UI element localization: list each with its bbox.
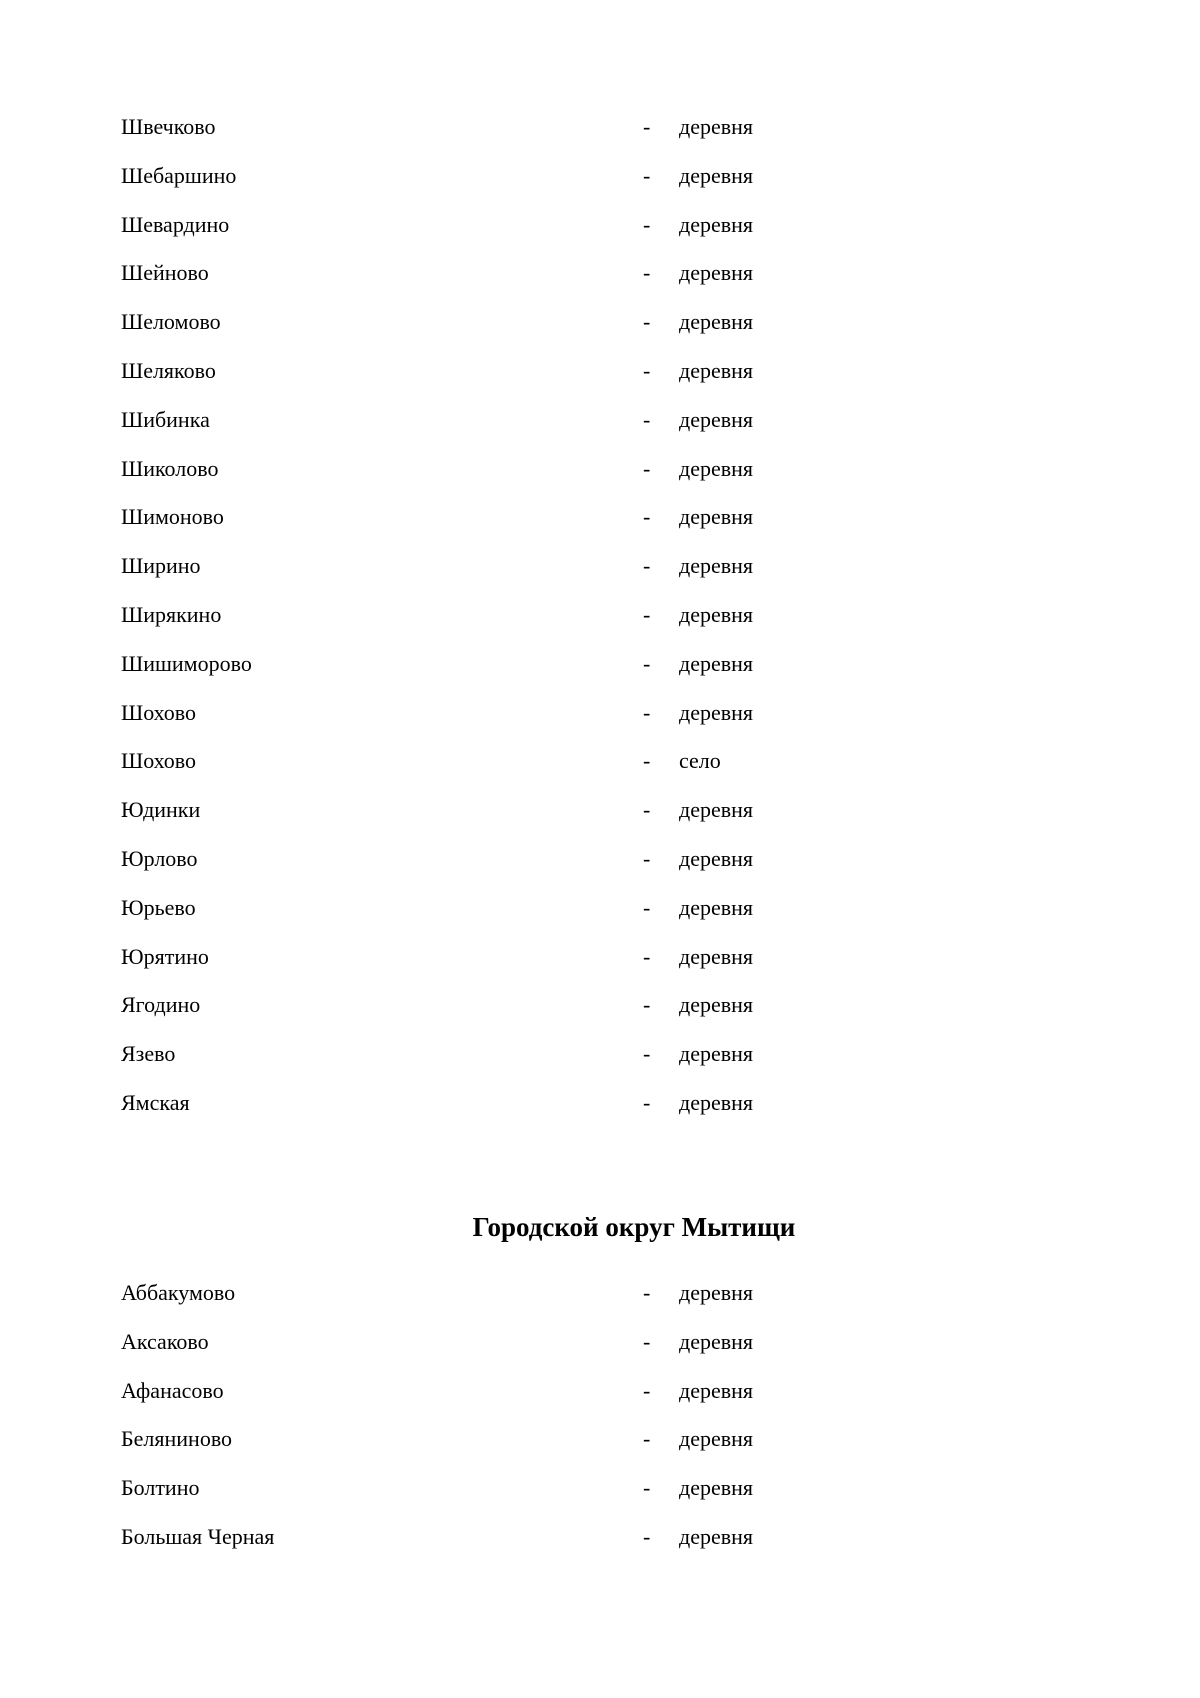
list-item (121, 1034, 1081, 1083)
list-item (121, 1273, 1081, 1322)
separator-dash: - (643, 797, 651, 823)
settlement-name: Шохово (121, 699, 197, 725)
settlement-type: деревня (679, 894, 754, 920)
list-item (121, 1371, 1081, 1420)
settlement-name: Шимоново (121, 504, 224, 530)
separator-dash: - (643, 1377, 651, 1403)
list-item (121, 1468, 1081, 1517)
list-item (121, 107, 1081, 156)
separator-dash: - (643, 1089, 651, 1115)
settlement-name: Шибинка (121, 406, 210, 432)
settlement-type: деревня (679, 455, 754, 481)
list-item (121, 351, 1081, 400)
settlement-type: деревня (679, 260, 754, 286)
settlement-type: деревня (679, 1280, 754, 1305)
settlement-type: деревня (679, 1041, 754, 1067)
list-item (121, 156, 1081, 205)
settlement-name: Шейново (121, 260, 209, 286)
list-item (121, 497, 1081, 546)
settlement-type: деревня (679, 1328, 754, 1354)
separator-dash: - (643, 309, 651, 335)
settlement-type: деревня (679, 1475, 754, 1501)
settlement-name: Ширино (121, 553, 201, 579)
settlement-type: деревня (679, 1523, 754, 1549)
separator-dash: - (643, 504, 651, 530)
settlement-type: село (679, 748, 721, 774)
separator-dash: - (643, 357, 651, 383)
settlement-name: Шеломово (121, 309, 221, 335)
separator-dash: - (643, 650, 651, 676)
settlement-name: Шишиморово (121, 650, 252, 676)
separator-dash: - (643, 601, 651, 627)
settlement-type: деревня (679, 992, 754, 1018)
settlement-type: деревня (679, 162, 754, 188)
separator-dash: - (643, 1280, 651, 1305)
settlement-name: Шиколово (121, 455, 219, 481)
settlement-name: Юрятино (121, 943, 209, 969)
settlement-name: Ягодино (121, 992, 201, 1018)
settlement-type: деревня (679, 309, 754, 335)
settlement-name: Большая Черная (121, 1523, 275, 1549)
settlement-type: деревня (679, 943, 754, 969)
separator-dash: - (643, 1426, 651, 1452)
settlement-name: Аббакумово (121, 1280, 236, 1305)
settlement-name: Афанасово (121, 1377, 224, 1403)
list-item (121, 985, 1081, 1034)
settlement-list-top (121, 107, 1081, 1132)
list-item (121, 302, 1081, 351)
list-item (121, 937, 1081, 986)
separator-dash: - (643, 1041, 651, 1067)
settlement-name: Юдинки (121, 797, 201, 823)
settlement-type: деревня (679, 650, 754, 676)
separator-dash: - (643, 162, 651, 188)
list-item (121, 449, 1081, 498)
settlement-name: Юрлово (121, 845, 198, 871)
settlement-type: деревня (679, 211, 754, 237)
settlement-type: деревня (679, 845, 754, 871)
separator-dash: - (643, 455, 651, 481)
separator-dash: - (643, 1523, 651, 1549)
settlement-type: деревня (679, 357, 754, 383)
settlement-type: деревня (679, 601, 754, 627)
settlement-name: Шевардино (121, 211, 230, 237)
list-item (121, 888, 1081, 937)
list-item (121, 1083, 1081, 1132)
settlement-type: деревня (679, 553, 754, 579)
list-item (121, 253, 1081, 302)
settlement-name: Болтино (121, 1475, 200, 1501)
settlement-list-mytishchi (121, 1273, 1081, 1566)
separator-dash: - (643, 943, 651, 969)
list-item (121, 644, 1081, 693)
settlement-type: деревня (679, 114, 754, 139)
settlement-name: Ширякино (121, 601, 222, 627)
separator-dash: - (643, 553, 651, 579)
settlement-name: Ямская (121, 1089, 190, 1115)
settlement-type: деревня (679, 797, 754, 823)
list-item (121, 205, 1081, 254)
settlement-type: деревня (679, 1089, 754, 1115)
list-item (121, 1517, 1081, 1566)
separator-dash: - (643, 406, 651, 432)
list-item (121, 790, 1081, 839)
settlement-type: деревня (679, 1377, 754, 1403)
section-heading: Городской округ Мытищи (472, 1212, 796, 1242)
separator-dash: - (643, 114, 651, 139)
separator-dash: - (643, 211, 651, 237)
settlement-type: деревня (679, 504, 754, 530)
separator-dash: - (643, 992, 651, 1018)
list-item (121, 693, 1081, 742)
list-item (121, 741, 1081, 790)
list-item (121, 400, 1081, 449)
separator-dash: - (643, 1328, 651, 1354)
list-item (121, 839, 1081, 888)
separator-dash: - (643, 845, 651, 871)
separator-dash: - (643, 1475, 651, 1501)
settlement-type: деревня (679, 699, 754, 725)
list-item (121, 546, 1081, 595)
separator-dash: - (643, 699, 651, 725)
settlement-name: Аксаково (121, 1328, 209, 1354)
settlement-name: Швечково (121, 114, 216, 139)
list-item (121, 1419, 1081, 1468)
separator-dash: - (643, 260, 651, 286)
settlement-name: Язево (121, 1041, 176, 1067)
settlement-name: Шохово (121, 748, 197, 774)
settlement-type: деревня (679, 406, 754, 432)
settlement-name: Шебаршино (121, 162, 237, 188)
list-item (121, 595, 1081, 644)
settlement-name: Белянинoво (121, 1426, 233, 1452)
list-item (121, 1322, 1081, 1371)
separator-dash: - (643, 748, 651, 774)
settlement-name: Шеляково (121, 357, 216, 383)
settlement-type: деревня (679, 1426, 754, 1452)
separator-dash: - (643, 894, 651, 920)
settlement-name: Юрьево (121, 894, 196, 920)
